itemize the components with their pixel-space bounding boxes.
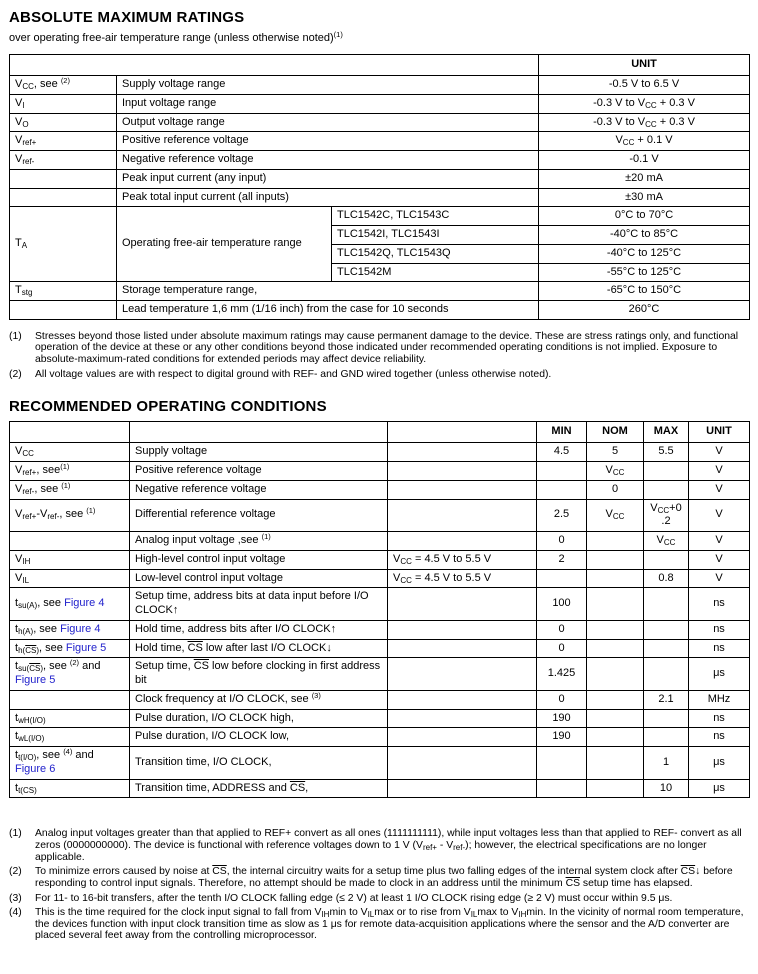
row-symbol: $t_{h(\overline{CS})}$, see Figure 5 <box>10 639 130 658</box>
rec-header-unit: UNIT <box>689 422 750 443</box>
abs-max-header-row <box>10 55 750 76</box>
abs-max-row <box>10 169 750 188</box>
abs-max-subtitle: over operating free-air temperature range (unless otherwise noted)$^{(1)}$ <box>9 30 343 44</box>
row-min: 0 <box>537 639 587 658</box>
rec-op-title: RECOMMENDED OPERATING CONDITIONS <box>9 398 327 416</box>
row-min: 190 <box>537 709 587 728</box>
row-condition <box>388 639 537 658</box>
row-parameter: Hold time, address bits after I/O CLOCK↑ <box>130 620 388 639</box>
row-symbol: $V_{CC}$ <box>10 443 130 462</box>
abs-max-row <box>10 94 750 113</box>
row-parameter: Setup time, address bits at data input before I/O CLOCK↑ <box>130 588 388 621</box>
overline-signal: $\overline{CS}$ <box>29 664 41 674</box>
row-value: -55°C to 125°C <box>539 263 750 282</box>
rec-op-header-row <box>10 422 750 443</box>
row-symbol: $V_{ref-}$, see $^{(1)}$ <box>10 480 130 499</box>
row-nom: $V_{CC}$ <box>587 499 644 532</box>
row-max: 0.8 <box>644 569 689 588</box>
row-symbol: $t_{su(\overline{CS})}$, see $^{(2)}$ and Figure 5 <box>10 658 130 691</box>
overline-signal: $\overline{CS}$ <box>187 641 203 654</box>
row-parameter: High-level control input voltage <box>130 550 388 569</box>
row-symbol <box>10 301 117 320</box>
abs-max-row <box>10 151 750 170</box>
row-min: 0 <box>537 532 587 551</box>
row-min: 100 <box>537 588 587 621</box>
footnote-number: (1) <box>9 828 22 840</box>
row-max <box>644 480 689 499</box>
row-parameter: Peak input current (any input) <box>117 169 539 188</box>
footnote-text: To minimize errors caused by noise at $\overline{CS}$, the internal circuitry waits for a setup time plus two falling edges of the internal system clock after $\overline{CS}↓$ before responding to control input signals. Therefore, no attempt should be made to clock in an address until the minimum $\overline{CS}$ setup time has elapsed. <box>35 866 733 889</box>
row-nom <box>587 658 644 691</box>
row-symbol <box>10 169 117 188</box>
row-condition <box>388 462 537 481</box>
row-symbol: $T_{stg}$ <box>10 282 117 301</box>
row-max <box>644 639 689 658</box>
footnote-text: Analog input voltages greater than that applied to REF+ convert as all ones (1111111111), while input voltages less than that applied to REF- convert as all zeros (0000000000). The device is functional with reference voltages down to 1 V $(V_{ref+} - V_{ref-})$; however, the electrical specifications are no longer applicable. <box>35 828 742 863</box>
footnote-text: For 11- to 16-bit transfers, after the tenth I/O CLOCK falling edge (≤ 2 V) at least 1 I/O CLOCK rising edge (≥ 2 V) must occur within 9.5 μs. <box>35 892 673 904</box>
overline-signal: $\overline{CS}$ <box>289 781 306 794</box>
rec-op-row <box>10 709 750 728</box>
row-symbol: $t_{su(A)}$, see Figure 4 <box>10 588 130 621</box>
abs-max-header-empty <box>10 55 539 76</box>
row-parameter: Low-level control input voltage <box>130 569 388 588</box>
row-condition <box>388 443 537 462</box>
footnote <box>9 866 749 889</box>
row-parameter: Peak total input current (all inputs) <box>117 188 539 207</box>
row-value: 0°C to 70°C <box>539 207 750 226</box>
row-symbol: $t_{h(A)}$, see Figure 4 <box>10 620 130 639</box>
row-symbol: $t_{wL(I/O)}$ <box>10 728 130 747</box>
row-max: 2.1 <box>644 690 689 709</box>
footnote-text: Stresses beyond those listed under absolute maximum ratings may cause permanent damage to the device. These are stress ratings only, and functional operation of the device at these or any other conditions beyond those indicated under recommended operating conditions is not implied. Exposure to absolute-maximum-rated conditions for extended periods may affect device reliability. <box>35 330 739 366</box>
row-unit: V <box>689 462 750 481</box>
row-unit: V <box>689 569 750 588</box>
row-min <box>537 747 587 780</box>
row-value: ±20 mA <box>539 169 750 188</box>
row-unit: μs <box>689 747 750 780</box>
row-max: 10 <box>644 779 689 798</box>
abs-max-row <box>10 301 750 320</box>
rec-op-row <box>10 443 750 462</box>
row-condition <box>388 620 537 639</box>
row-min <box>537 462 587 481</box>
row-condition: TLC1542I, TLC1543I <box>332 226 539 245</box>
overline-signal: $\overline{CS}$ <box>565 877 581 889</box>
row-nom <box>587 747 644 780</box>
row-min: 2.5 <box>537 499 587 532</box>
row-unit: V <box>689 499 750 532</box>
row-unit: V <box>689 532 750 551</box>
row-parameter: Pulse duration, I/O CLOCK low, <box>130 728 388 747</box>
row-min: 0 <box>537 690 587 709</box>
rec-op-table <box>9 421 750 798</box>
row-symbol: $V_I$ <box>10 94 117 113</box>
footnote-number: (1) <box>9 330 22 342</box>
figure-link[interactable]: Figure 4 <box>64 597 105 610</box>
footnote-number: (2) <box>9 368 22 380</box>
row-parameter: Negative reference voltage <box>117 151 539 170</box>
row-parameter: Output voltage range <box>117 113 539 132</box>
row-condition <box>388 480 537 499</box>
rec-header-condition <box>388 422 537 443</box>
row-symbol <box>10 690 130 709</box>
row-unit: V <box>689 443 750 462</box>
rec-op-row <box>10 569 750 588</box>
row-max <box>644 462 689 481</box>
row-symbol: $T_A$ <box>10 207 117 282</box>
abs-max-row <box>10 207 750 226</box>
row-nom: 5 <box>587 443 644 462</box>
row-parameter: Supply voltage <box>130 443 388 462</box>
rec-op-row <box>10 499 750 532</box>
footnote <box>9 369 749 381</box>
row-nom <box>587 639 644 658</box>
row-symbol: $t_{wH(I/O)}$ <box>10 709 130 728</box>
figure-link[interactable]: Figure 5 <box>65 641 107 654</box>
rec-header-parameter <box>130 422 388 443</box>
row-min: 0 <box>537 620 587 639</box>
row-symbol: $V_{ref+}-V_{ref-}$, see $^{(1)}$ <box>10 499 130 532</box>
row-unit: V <box>689 550 750 569</box>
rec-op-row <box>10 550 750 569</box>
row-condition <box>388 588 537 621</box>
row-condition: TLC1542Q, TLC1543Q <box>332 244 539 263</box>
row-condition <box>388 709 537 728</box>
row-unit: ns <box>689 639 750 658</box>
row-parameter: Transition time, ADDRESS and $\overline{CS}$, <box>130 779 388 798</box>
row-value: -0.3 V to $V_{CC} + 0.3$ V <box>539 94 750 113</box>
rec-op-row <box>10 779 750 798</box>
rec-op-row <box>10 658 750 691</box>
row-value: -0.1 V <box>539 151 750 170</box>
row-max: 1 <box>644 747 689 780</box>
row-max <box>644 658 689 691</box>
rec-op-row <box>10 728 750 747</box>
row-min <box>537 569 587 588</box>
row-symbol <box>10 188 117 207</box>
row-nom <box>587 569 644 588</box>
row-max <box>644 550 689 569</box>
row-symbol: $t_{t(CS)}$ <box>10 779 130 798</box>
row-nom <box>587 690 644 709</box>
abs-max-row <box>10 113 750 132</box>
row-unit: μs <box>689 779 750 798</box>
row-parameter: Lead temperature 1,6 mm (1/16 inch) from the case for 10 seconds <box>117 301 539 320</box>
row-parameter: Supply voltage range <box>117 76 539 95</box>
row-symbol: $V_{IH}$ <box>10 550 130 569</box>
footnote-number: (3) <box>9 892 22 904</box>
row-parameter: Differential reference voltage <box>130 499 388 532</box>
row-symbol: $V_{ref+}$ <box>10 132 117 151</box>
row-parameter: Negative reference voltage <box>130 480 388 499</box>
row-nom: $V_{CC}$ <box>587 462 644 481</box>
rec-header-max: MAX <box>644 422 689 443</box>
abs-max-row <box>10 132 750 151</box>
row-max <box>644 620 689 639</box>
row-parameter: Clock frequency at I/O CLOCK, see $^{(3)}$ <box>130 690 388 709</box>
row-symbol: $V_{IL}$ <box>10 569 130 588</box>
row-symbol <box>10 532 130 551</box>
abs-max-table <box>9 54 750 320</box>
row-symbol: $V_O$ <box>10 113 117 132</box>
overline-signal: $\overline{CS}$ <box>212 866 227 878</box>
rec-header-nom: NOM <box>587 422 644 443</box>
row-symbol: $t_{t(I/O)}$, see $^{(4)}$ and Figure 6 <box>10 747 130 780</box>
row-max: $V_{CC}$ <box>644 532 689 551</box>
footnote <box>9 893 749 905</box>
row-max: $V_{CC}+0.2$ <box>644 499 689 532</box>
row-parameter: Hold time, $\overline{CS}$ low after last I/O CLOCK↓ <box>130 639 388 658</box>
rec-header-symbol <box>10 422 130 443</box>
row-condition <box>388 747 537 780</box>
footnote <box>9 828 749 863</box>
abs-max-row <box>10 188 750 207</box>
row-nom <box>587 532 644 551</box>
row-symbol: $V_{ref+}$, see$^{(1)}$ <box>10 462 130 481</box>
row-max: 5.5 <box>644 443 689 462</box>
row-condition: $V_{CC} = 4.5$ V to 5.5 V <box>388 550 537 569</box>
abs-max-header-unit: UNIT <box>539 55 750 76</box>
row-symbol: $V_{ref-}$ <box>10 151 117 170</box>
footnote-text: All voltage values are with respect to digital ground with REF- and GND wired together (unless otherwise noted). <box>35 368 552 380</box>
row-parameter: Transition time, I/O CLOCK, <box>130 747 388 780</box>
row-parameter: Pulse duration, I/O CLOCK high, <box>130 709 388 728</box>
row-condition <box>388 690 537 709</box>
row-condition <box>388 499 537 532</box>
row-condition <box>388 728 537 747</box>
row-unit: MHz <box>689 690 750 709</box>
row-condition: TLC1542M <box>332 263 539 282</box>
footnote-number: (2) <box>9 866 22 878</box>
abs-max-footnotes <box>9 331 749 381</box>
row-nom <box>587 620 644 639</box>
rec-op-row <box>10 639 750 658</box>
rec-header-min: MIN <box>537 422 587 443</box>
figure-link[interactable]: Figure 6 <box>15 762 56 775</box>
row-parameter: Positive reference voltage <box>117 132 539 151</box>
row-value: 260°C <box>539 301 750 320</box>
row-unit: V <box>689 480 750 499</box>
rec-op-row <box>10 620 750 639</box>
row-value: ±30 mA <box>539 188 750 207</box>
row-min: 1.425 <box>537 658 587 691</box>
abs-max-title: ABSOLUTE MAXIMUM RATINGS <box>9 9 245 26</box>
row-condition: $V_{CC} = 4.5$ V to 5.5 V <box>388 569 537 588</box>
row-condition <box>388 658 537 691</box>
overline-signal: $\overline{CS}$ <box>193 660 209 673</box>
rec-op-row <box>10 690 750 709</box>
rec-op-footnotes <box>9 828 749 942</box>
row-condition <box>388 779 537 798</box>
row-value: -65°C to 150°C <box>539 282 750 301</box>
row-parameter: Input voltage range <box>117 94 539 113</box>
footnote <box>9 331 749 366</box>
row-parameter: Analog input voltage ,see $^{(1)}$ <box>130 532 388 551</box>
overline-signal: $\overline{CS}$ <box>25 645 37 655</box>
row-min <box>537 779 587 798</box>
figure-link[interactable]: Figure 5 <box>15 674 56 687</box>
row-value: -40°C to 125°C <box>539 244 750 263</box>
row-condition: TLC1542C, TLC1543C <box>332 207 539 226</box>
row-symbol: $V_{CC}$, see $^{(2)}$ <box>10 76 117 95</box>
rec-op-row <box>10 588 750 621</box>
overline-signal: $\overline{CS}$ <box>680 866 696 878</box>
row-condition <box>388 532 537 551</box>
row-value: -0.3 V to $V_{CC} + 0.3$ V <box>539 113 750 132</box>
footnote-number: (4) <box>9 907 22 919</box>
abs-max-row <box>10 76 750 95</box>
rec-op-row <box>10 532 750 551</box>
rec-op-row <box>10 480 750 499</box>
row-nom <box>587 709 644 728</box>
row-unit: ns <box>689 728 750 747</box>
row-min: 4.5 <box>537 443 587 462</box>
row-value: -0.5 V to 6.5 V <box>539 76 750 95</box>
row-nom <box>587 588 644 621</box>
rec-op-row <box>10 747 750 780</box>
row-parameter: Operating free-air temperature range <box>117 207 332 282</box>
row-value: -40°C to 85°C <box>539 226 750 245</box>
row-nom <box>587 728 644 747</box>
row-max <box>644 728 689 747</box>
row-parameter: Positive reference voltage <box>130 462 388 481</box>
row-parameter: Setup time, $\overline{CS}$ low before clocking in first address bit <box>130 658 388 691</box>
row-min: 2 <box>537 550 587 569</box>
row-unit: ns <box>689 588 750 621</box>
footnote-text: This is the time required for the clock input signal to fall from $V_{IH}\min$ to $V_{IL}\max$ or to rise from $V_{IL}\max$ to $V_{IH}\min$. In the vicinity of normal room temperature, the devices function with input clock transition time as slow as 1 μs for remote data-acquisition applications where the sensor and the A/D converter are placed several feet away from the controlling microprocessor. <box>35 907 744 942</box>
abs-max-row <box>10 282 750 301</box>
row-min <box>537 480 587 499</box>
row-nom <box>587 550 644 569</box>
row-unit: μs <box>689 658 750 691</box>
row-nom <box>587 779 644 798</box>
row-max <box>644 709 689 728</box>
figure-link[interactable]: Figure 4 <box>60 622 101 635</box>
row-max <box>644 588 689 621</box>
row-value: $V_{CC} + 0.1$ V <box>539 132 750 151</box>
row-unit: ns <box>689 709 750 728</box>
row-unit: ns <box>689 620 750 639</box>
rec-op-row <box>10 462 750 481</box>
row-min: 190 <box>537 728 587 747</box>
row-parameter: Storage temperature range, <box>117 282 539 301</box>
row-nom: 0 <box>587 480 644 499</box>
footnote <box>9 907 749 942</box>
